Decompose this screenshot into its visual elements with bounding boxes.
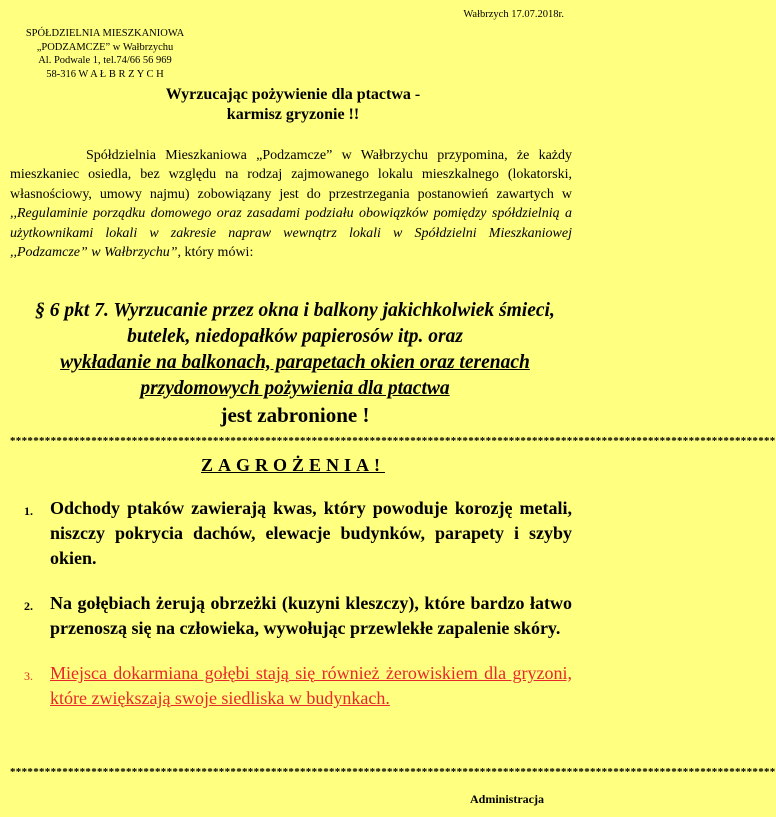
item-text: Odchody ptaków zawierają kwas, który powoduje korozję metali, niszczy pokrycia dachów, elewacje budynków, parapety i szyby okien.	[50, 498, 572, 568]
item-text: Miejsca dokarmiana gołębi stają się również żerowiskiem dla gryzoni, które zwiększają swoje siedliska w budynkach.	[50, 663, 572, 708]
rule-line-1: § 6 pkt 7. Wyrzucanie przez okna i balkony jakichkolwiek śmieci,	[35, 300, 555, 321]
title-line-1: Wyrzucając pożywienie dla ptactwa -	[165, 86, 421, 103]
title-line-2: karmisz gryzonie !!	[226, 106, 360, 123]
intro-text: Spółdzielnia Mieszkaniowa „Podzamcze” w Wałbrzychu przypomina, że każdy mieszkaniec osiedla, bez względu na rodzaj zajmowanego lokalu mieszkalnego (lokatorski, własnościowy, umowy najmu) zobowiązany jest do przestrzegania postanowień zawartych w	[10, 148, 572, 202]
intro-paragraph	[10, 146, 572, 262]
item-text: Na gołębiach żerują obrzeżki (kuzyni kleszczy), które bardzo łatwo przenoszą się na człowieka, wywołując przewlekłe zapalenie skóry.	[50, 593, 572, 638]
signature: Administracja	[470, 792, 544, 806]
list-item-warning	[24, 661, 572, 711]
threats-list	[24, 496, 572, 711]
list-item	[24, 591, 572, 641]
item-number: 1.	[24, 504, 33, 518]
list-item	[24, 496, 572, 571]
org-city: 58-316 W A Ł B R Z Y C H	[46, 68, 164, 80]
org-address: Al. Podwale 1, tel.74/66 56 969	[38, 55, 172, 66]
separator-bottom: ************************************************************************************************************************************	[10, 766, 776, 778]
rule-line-3: wykładanie na balkonach, parapetach okien oraz terenach	[60, 352, 530, 373]
org-name: SPÓŁDZIELNIA MIESZKANIOWA	[25, 28, 185, 39]
document-date: Wałbrzych 17.07.2018r.	[463, 9, 564, 20]
organization-address-block	[10, 27, 200, 81]
threats-heading: ZAGROŻENIA!	[200, 455, 385, 475]
separator-top: ************************************************************************************************************************************	[10, 435, 776, 447]
regulation-title: ,,Regulaminie porządku domowego oraz zasadami podziału obowiązków pomiędzy spółdzielnią a użytkownikami lokali w zakresie napraw wewnątrz lokali w Spółdzielni Mieszkaniowej ,,Podzamcze” w Wałbrzychu”	[10, 206, 572, 261]
item-number: 2.	[24, 599, 33, 613]
rule-line-4: przydomowych pożywienia dla ptactwa	[140, 378, 450, 399]
rule-line-2: butelek, niedopałków papierosów itp. oraz	[127, 326, 463, 347]
org-subname: „PODZAMCZE” w Wałbrzychu	[36, 41, 174, 53]
rule-line-5: jest zabronione !	[220, 403, 370, 427]
intro-end: , który mówi:	[177, 245, 254, 261]
notice-title	[0, 85, 586, 125]
regulation-rule	[18, 298, 572, 428]
item-number: 3.	[24, 669, 33, 683]
